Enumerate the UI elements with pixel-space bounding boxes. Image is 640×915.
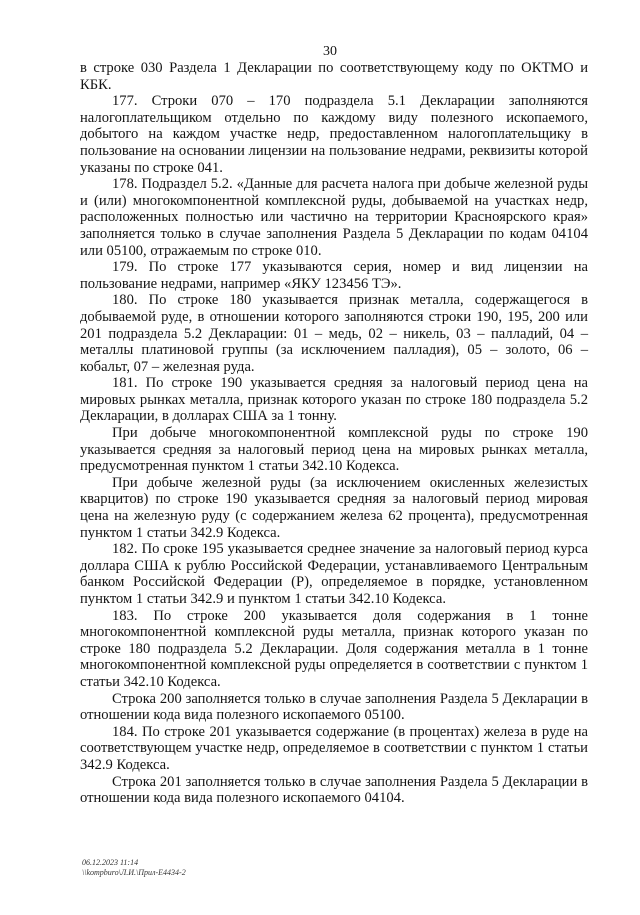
paragraph-184: 184. По строке 201 указывается содержание (в процентах) железа в руде на соответствующем участке недр, определяемое в соответствии с пунктом 1 статьи 342.9 Кодекса. [80,723,588,773]
footer-file-path: \\kompburo\Л.И.\Прил-Е4434-2 [82,868,186,877]
paragraph-184-line-201: Строка 201 заполняется только в случае заполнения Раздела 5 Декларации в отношении кода вида полезного ископаемого 04104. [80,773,588,807]
paragraph-continuation: в строке 030 Раздела 1 Декларации по соответствующему коду по ОКТМО и КБК. [80,60,588,93]
paragraph-178: 178. Подраздел 5.2. «Данные для расчета налога при добыче железной руды и (или) многокомпонентной комплексной руды, добываемой на участках недр, расположенных полностью или частично на территории Красноярского края» заполняется только в случае заполнения Раздела 5 Декларации по кодам 04104 или 05100, отражаемым по строке 010. [80,176,588,259]
document-body [80,60,588,807]
paragraph-181-complex-ore: При добыче многокомпонентной комплексной руды по строке 190 указывается средняя за налоговый период цена на мировых рынках металла, предусмотренная пунктом 1 статьи 342.10 Кодекса. [80,425,588,475]
document-footer [82,858,186,878]
page-number: 30 [323,44,337,59]
paragraph-181: 181. По строке 190 указывается средняя за налоговый период цена на мировых рынках металла, признак которого указан по строке 180 подраздела 5.2 Декларации, в долларах США за 1 тонну. [80,375,588,425]
footer-timestamp: 06.12.2023 11:14 [82,858,139,867]
paragraph-180: 180. По строке 180 указывается признак металла, содержащегося в добываемой руде, в отношении которого заполняются строки 190, 195, 200 или 201 подраздела 5.2 Декларации: 01 – медь, 02 – никель, 03 – палладий, 04 – металлы платиновой группы (за исключением палладия), 05 – золото, 06 – кобальт, 07 – железная руда. [80,292,588,375]
paragraph-182: 182. По сроке 195 указывается среднее значение за налоговый период курса доллара США к рублю Российской Федерации, устанавливаемого Центральным банком Российской Федерации (Р), определяемое в порядке, установленном пунктом 1 статьи 342.9 и пунктом 1 статьи 342.10 Кодекса. [80,541,588,607]
paragraph-177: 177. Строки 070 – 170 подраздела 5.1 Декларации заполняются налогоплательщиком отдельно по каждому виду полезного ископаемого, добытого на каждом участке недр, предоставленном налогоплательщику в пользование на основании лицензии на пользование недрами, реквизиты которой указаны по строке 041. [80,93,588,176]
paragraph-183-line-200: Строка 200 заполняется только в случае заполнения Раздела 5 Декларации в отношении кода вида полезного ископаемого 05100. [80,690,588,724]
paragraph-183: 183. По строке 200 указывается доля содержания в 1 тонне многокомпонентной комплексной руды металла, признак которого указан по строке 180 подраздела 5.2 Декларации. Доля содержания металла в 1 тонне многокомпонентной комплексной руды определяется в соответствии с пунктом 1 статьи 342.10 Кодекса. [80,607,588,690]
paragraph-179: 179. По строке 177 указываются серия, номер и вид лицензии на пользование недрами, например «ЯКУ 123456 ТЭ». [80,259,588,292]
paragraph-181-iron-ore: При добыче железной руды (за исключением окисленных железистых кварцитов) по строке 190 указывается средняя за налоговый период мировая цена на железную руду (с содержанием железа 62 процента), предусмотренная пунктом 1 статьи 342.9 Кодекса. [80,474,588,541]
